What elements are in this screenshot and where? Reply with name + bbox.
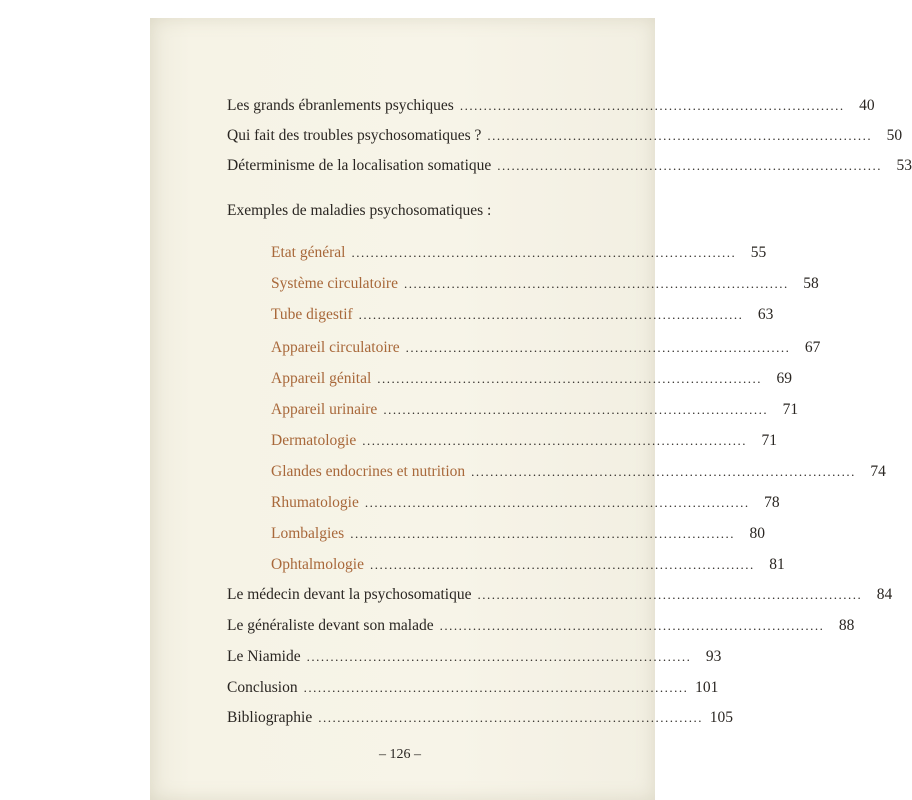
leader-dots: .................................................................................: [403, 276, 789, 291]
leader-dots: .................................................................................: [497, 158, 883, 173]
leader-dots: .................................................................................: [358, 307, 744, 322]
toc-entry: [227, 675, 719, 701]
toc-subentry-title: Système circulatoire: [271, 275, 398, 292]
toc-entry: [227, 123, 903, 149]
toc-subentry-page: 63: [757, 306, 774, 323]
toc-subentry-page: 67: [804, 339, 821, 356]
toc-entry-page: 50: [886, 127, 903, 144]
toc-subentry: [271, 459, 886, 485]
toc-entry-title: Qui fait des troubles psychosomatiques ?: [227, 127, 482, 144]
toc-entry-title: Bibliographie: [227, 709, 313, 726]
toc-entry-page: 93: [705, 648, 722, 665]
leader-dots: .................................................................................: [471, 464, 856, 479]
leader-dots: .................................................................................: [487, 128, 873, 143]
leader-dots: .................................................................................: [364, 495, 750, 510]
toc-subentry-title: Appareil génital: [271, 370, 372, 387]
toc-entry-title: Le généraliste devant son malade: [227, 617, 434, 634]
toc-subentry: [271, 271, 819, 297]
leader-dots: .................................................................................: [377, 371, 763, 386]
toc-entry: [227, 644, 722, 670]
toc-subentry-title: Appareil urinaire: [271, 401, 378, 418]
toc-subentry: [271, 335, 821, 361]
leader-dots: .................................................................................: [370, 557, 755, 572]
toc-subentry-page: 71: [782, 401, 799, 418]
leader-dots: .................................................................................: [306, 649, 692, 664]
toc-subentry-page: 69: [776, 370, 793, 387]
toc-entry-page: 88: [838, 617, 855, 634]
toc-entry-page: 53: [896, 157, 912, 174]
leader-dots: .................................................................................: [362, 433, 747, 448]
toc-subentry-title: Rhumatologie: [271, 494, 359, 511]
toc-entry: [227, 582, 893, 608]
section-header: Exemples de maladies psychosomatiques :: [227, 202, 492, 219]
toc-entry-page: 40: [859, 97, 875, 114]
toc-subentry-title: Tube digestif: [271, 306, 353, 323]
page-number: – 126 –: [379, 747, 421, 762]
toc-subentry: [271, 521, 765, 547]
toc-entry: [227, 153, 912, 179]
leader-dots: .................................................................................: [459, 98, 845, 113]
toc-subentry: [271, 428, 777, 454]
toc-subentry-title: Glandes endocrines et nutrition: [271, 463, 466, 480]
toc-subentry: [271, 552, 785, 578]
toc-subentry-page: 71: [761, 432, 777, 449]
toc-entry-page: 84: [876, 586, 893, 603]
toc-subentry-page: 81: [769, 556, 785, 573]
toc-subentry-page: 78: [764, 494, 780, 511]
toc-entry-title: Le Niamide: [227, 648, 301, 665]
toc-entry-title: Les grands ébranlements psychiques: [227, 97, 454, 114]
leader-dots: .................................................................................: [405, 340, 791, 355]
leader-dots: .................................................................................: [383, 402, 769, 417]
toc-subentry-title: Dermatologie: [271, 432, 357, 449]
leader-dots: .................................................................................: [318, 710, 703, 725]
toc-subentry: [271, 302, 774, 328]
toc-entry: [227, 705, 733, 731]
toc-subentry: [271, 397, 799, 423]
leader-dots: .................................................................................: [439, 618, 825, 633]
toc-subentry-page: 74: [870, 463, 886, 480]
toc-entry-page: 101: [695, 679, 719, 696]
toc-subentry-title: Appareil circulatoire: [271, 339, 400, 356]
leader-dots: .................................................................................: [303, 680, 689, 695]
toc-subentry-title: Etat général: [271, 244, 346, 261]
leader-dots: .................................................................................: [477, 587, 863, 602]
toc-subentry-title: Ophtalmologie: [271, 556, 364, 573]
toc-subentry: [271, 366, 793, 392]
toc-subentry: [271, 490, 780, 516]
toc-subentry-title: Lombalgies: [271, 525, 345, 542]
toc-entry-title: Le médecin devant la psychosomatique: [227, 586, 472, 603]
toc-entry: [227, 613, 855, 639]
toc-subentry-page: 55: [750, 244, 767, 261]
toc-entry: [227, 93, 875, 119]
toc-entry-title: Déterminisme de la localisation somatique: [227, 157, 492, 174]
toc-subentry-page: 80: [749, 525, 765, 542]
leader-dots: .................................................................................: [351, 245, 737, 260]
toc-subentry: [271, 240, 767, 266]
toc-entry-title: Conclusion: [227, 679, 298, 696]
toc-entry-page: 105: [709, 709, 733, 726]
toc-subentry-page: 58: [803, 275, 819, 292]
leader-dots: .................................................................................: [350, 526, 735, 541]
